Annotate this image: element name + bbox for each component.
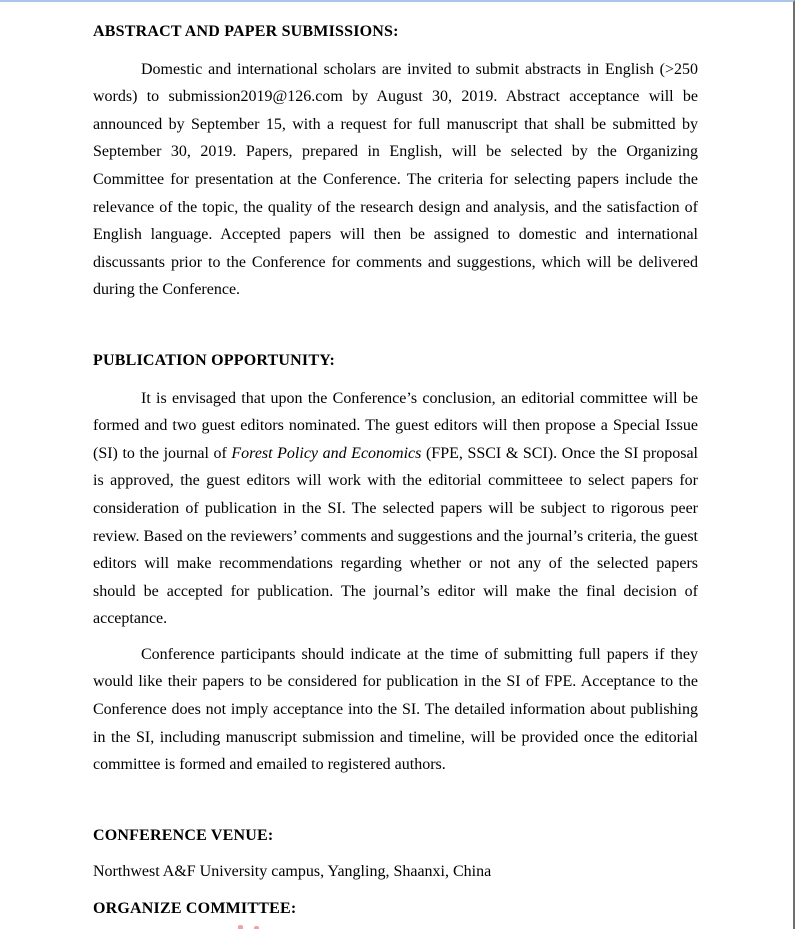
journal-name-italic: Forest Policy and Economics xyxy=(231,444,422,462)
organize-committee-heading: ORGANIZE COMMITTEE: xyxy=(93,900,297,918)
abstract-submissions-heading: ABSTRACT AND PAPER SUBMISSIONS: xyxy=(93,23,399,40)
publication-paragraph-1-text-cont: (FPE, SSCI & SCI). Once the SI proposal is approved, the guest editors will work with the editorial committeee to select papers for consideration of publication in the SI. The selected papers will be subject to rigorous peer review. Based on the reviewers’ comments and suggestions and the journal’s criteria, the guest editors will make recommendations regarding whether or not any of the selected papers should be accepted for publication. The journal’s editor will make the final decision of acceptance. xyxy=(93,444,698,628)
publication-paragraph-2: Conference participants should indicate at the time of submitting full papers if they would like their papers to be considered for publication in the SI of FPE. Acceptance to the Conference does not imply acceptance into the SI. The detailed information about publishing in the SI, including manuscript submission and timeline, will be provided once the editorial committee is formed and emailed to registered authors. xyxy=(93,645,698,774)
publication-paragraph-1-text: It is envisaged that upon the Conference’s conclusion, an editorial committee will be formed and two guest editors nominated. The guest editors will then propose a Special Issue (SI) to the journal of xyxy=(93,389,698,462)
venue-address-line: Northwest A&F University campus, Yangling, Shaanxi, China xyxy=(93,863,492,881)
clipped-red-text-mark xyxy=(238,925,243,929)
abstract-submissions-paragraph: Domestic and international scholars are invited to submit abstracts in English (>250 words) to submission2019@126.com by August 30, 2019. Abstract acceptance will be announced by September 15, with a request for full manuscript that shall be submitted by September 30, 2019. Papers, prepared in English, will be selected by the Organizing Committee for presentation at the Conference. The criteria for selecting papers include the relevance of the topic, the quality of the research design and analysis, and the satisfaction of English language. Accepted papers will then be assigned to domestic and international discussants prior to the Conference for comments and suggestions, which will be delivered during the Conference. xyxy=(93,60,698,299)
publication-opportunity-heading: PUBLICATION OPPORTUNITY: xyxy=(93,351,336,369)
conference-venue-heading: CONFERENCE VENUE: xyxy=(93,826,274,844)
publication-paragraph-1 xyxy=(93,385,698,633)
document-content xyxy=(0,2,793,923)
